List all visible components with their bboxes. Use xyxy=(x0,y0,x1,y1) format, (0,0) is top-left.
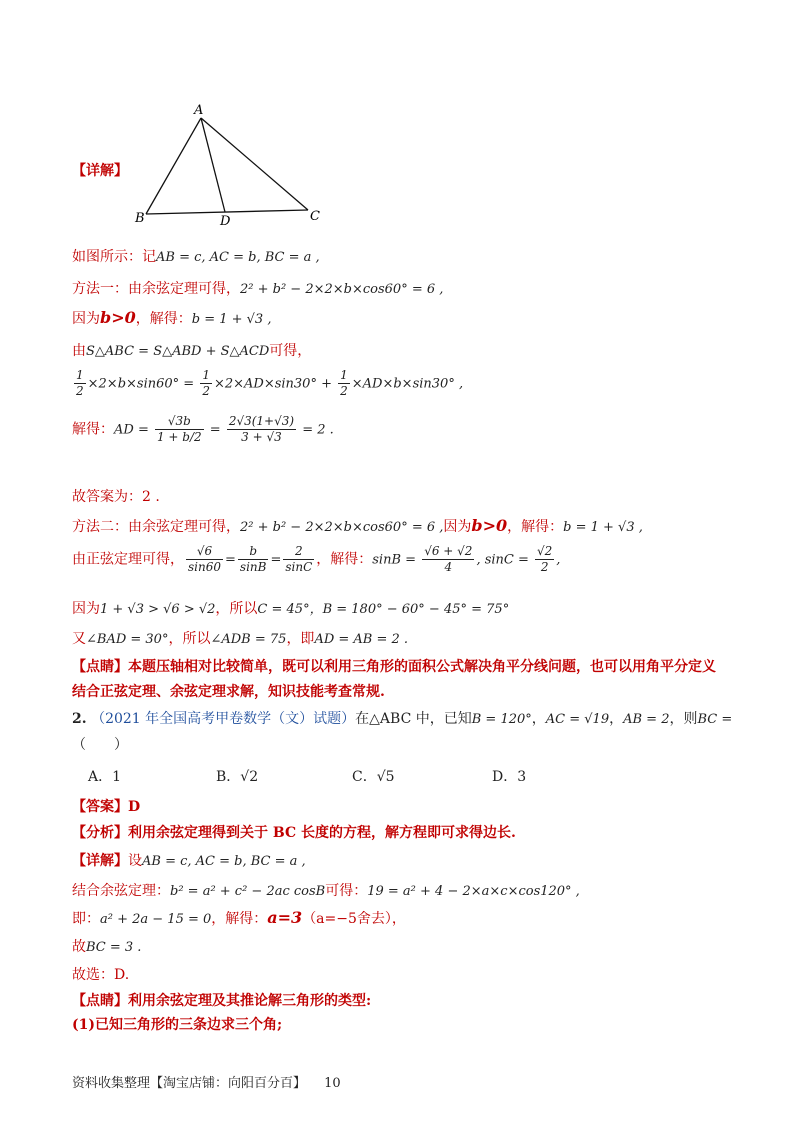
result-line: 故BC = 3 . xyxy=(72,939,142,955)
line-define: 如图所示：记AB = c, AC = b, BC = a , xyxy=(72,249,320,265)
xiangjie-tag: 【详解】 xyxy=(72,163,128,179)
line-area-relation: 由S△ABC = S△ABD + S△ACD可得， xyxy=(72,343,312,359)
choose-line: 故选：D. xyxy=(72,967,130,983)
line-sine-law: 由正弦定理可得， $\frac{√6}{\sin 60}$ = $\frac{b}{\sin B}$ = $\frac{2}{\sin C}$ ，解得：sinB = $\frac{√6 + √2}{4}$ , sinC = $\frac{√2}{2}$ , xyxy=(72,544,561,574)
question2-stem: 2. （2021 年全国高考甲卷数学（文）试题）在△ABC 中，已知B = 120°，AC = √19，AB = 2，则BC = xyxy=(72,711,733,727)
edge-ad xyxy=(201,118,225,212)
tip-line: 【点睛】利用余弦定理及其推论解三角形的类型: xyxy=(72,993,372,1009)
edge-ab xyxy=(146,118,201,214)
tip-item-1: (1)已知三角形的三条边求三个角; xyxy=(72,1017,283,1033)
line-b-positive: 因为b>0，解得：b = 1 + √3 , xyxy=(72,308,272,327)
line-area-equation: $\frac{1}{2}$ ×2×b×sin60° = $\frac{1}{2}$ ×2×AD×sin30° + $\frac{1}{2}$ ×AD×b×sin30° , xyxy=(76,368,464,398)
quadratic-line: 即：a² + 2a − 15 = 0，解得：a=3（a=−5舍去）， xyxy=(72,908,406,927)
line-angle: 又∠BAD = 30°，所以∠ADB = 75，即AD = AB = 2 . xyxy=(72,631,409,647)
edge-ac xyxy=(201,118,308,210)
page-number: 10 xyxy=(324,1076,341,1091)
footer-text: 资料收集整理【淘宝店铺：向阳百分百】 xyxy=(72,1076,307,1091)
question2-paren: （ ） xyxy=(72,737,128,753)
triangle-figure xyxy=(130,100,330,230)
option-a[interactable]: A．1 xyxy=(88,769,122,785)
line-method1: 方法一：由余弦定理可得，2² + b² − 2×2×b×cos60° = 6 , xyxy=(72,281,444,297)
line-answer: 故答案为：2 . xyxy=(72,489,160,505)
label-a: A xyxy=(194,103,204,118)
answer-line: 【答案】D xyxy=(72,799,141,815)
option-d[interactable]: D．3 xyxy=(492,769,527,785)
option-b[interactable]: B．√2 xyxy=(216,769,259,785)
line-method2: 方法二：由余弦定理可得，2² + b² − 2×2×b×cos60° = 6 ,因为b>0，解得：b = 1 + √3 , xyxy=(72,516,643,535)
footer xyxy=(72,1072,341,1091)
line-compare: 因为1 + √3 > √6 > √2，所以C = 45°，B = 180° − 60° − 45° = 75° xyxy=(72,601,510,617)
label-c: C xyxy=(310,209,320,224)
line-tip1: 【点睛】本题压轴相对比较简单，既可以利用三角形的面积公式解决角平分线问题，也可以用角平分定义 xyxy=(72,659,716,675)
line-ad-solution: 解得：AD = $\frac{√3b}{1 + b/2}$ = $\frac{2√3(1+√3)}{3 + √3}$ = 2 . xyxy=(72,414,334,444)
label-d: D xyxy=(220,214,231,229)
label-b: B xyxy=(135,211,145,226)
analysis-line: 【分析】利用余弦定理得到关于 BC 长度的方程，解方程即可求得边长. xyxy=(72,825,516,841)
detail-line: 【详解】设AB = c, AC = b, BC = a , xyxy=(72,853,306,869)
option-c[interactable]: C．√5 xyxy=(352,769,395,785)
line-tip2: 结合正弦定理、余弦定理求解，知识技能考查常规. xyxy=(72,684,385,700)
cosine-line: 结合余弦定理：b² = a² + c² − 2ac cosB可得：19 = a² + 4 − 2×a×c×cos120° , xyxy=(72,883,580,899)
